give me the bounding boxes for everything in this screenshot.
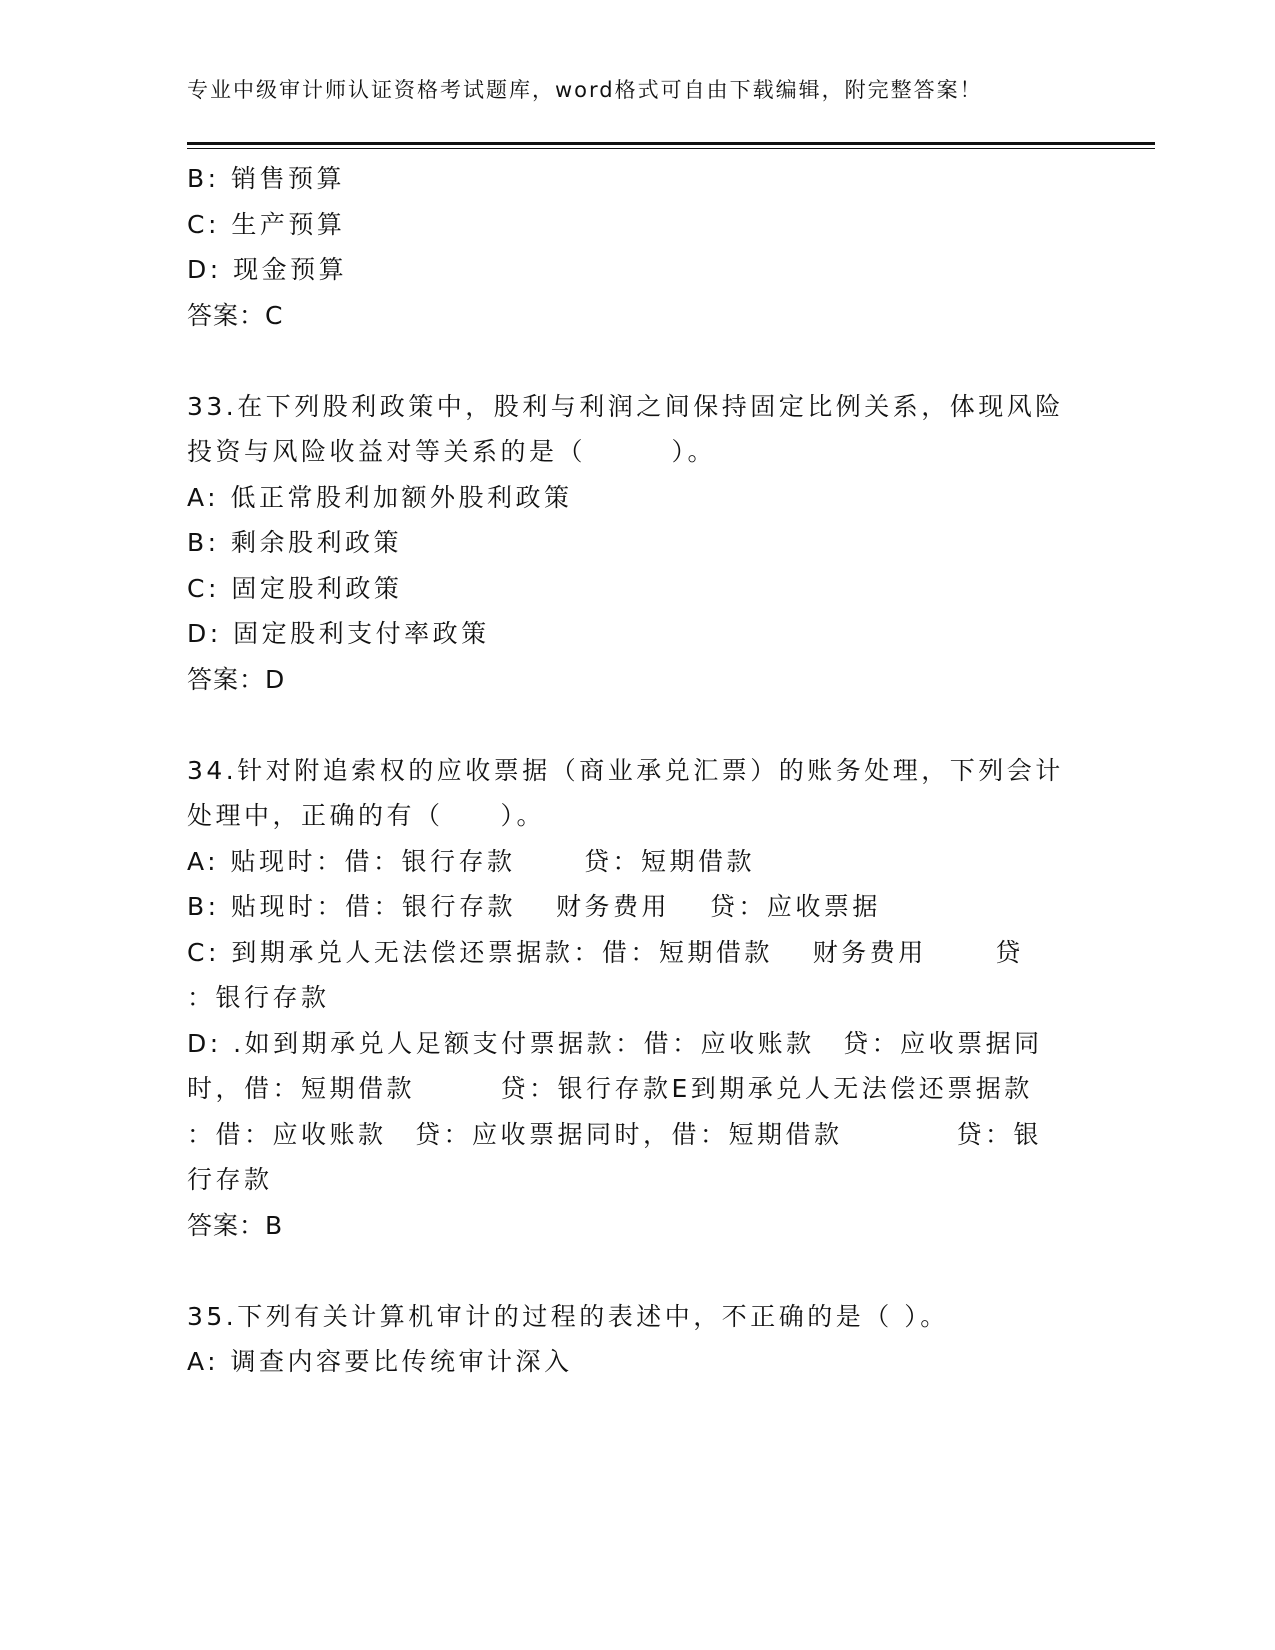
q34-option-c-cont: ：银行存款 [187, 983, 330, 1012]
q32-option-b: B: 销售预算 [187, 164, 346, 193]
q32-answer: 答案：C [187, 300, 284, 330]
page-header: 专业中级审计师认证资格考试题库，word格式可自由下载编辑，附完整答案！ [187, 78, 983, 102]
q33-option-d: D: 固定股利支付率政策 [187, 619, 490, 648]
spacer [187, 338, 1087, 384]
q35-stem-line-1: 35.下列有关计算机审计的过程的表述中，不正确的是（ ）。 [187, 1301, 949, 1331]
q33-stem-line-2: 投资与风险收益对等关系的是（ ）。 [187, 437, 717, 466]
q34-option-c: C: 到期承兑人无法偿还票据款：借：短期借款 财务费用 贷 [187, 937, 1024, 967]
q32-option-c: C: 生产预算 [187, 209, 346, 239]
question-content [187, 156, 1087, 1385]
q32-option-d: D: 现金预算 [187, 255, 348, 284]
q34-stem-line-2: 处理中，正确的有（ ）。 [187, 801, 546, 830]
q34-stem-line-1: 34.针对附追索权的应收票据（商业承兑汇票）的账务处理，下列会计 [187, 755, 1064, 785]
header-rule-thick [187, 142, 1155, 145]
q34-option-d: D: .如到期承兑人足额支付票据款：借：应收账款 贷：应收票据同 [187, 1028, 1043, 1058]
spacer [187, 1248, 1087, 1294]
q34-option-d-cont-1: 时，借：短期借款 贷：银行存款E到期承兑人无法偿还票据款 [187, 1074, 1033, 1103]
header-rule-thin [187, 148, 1155, 149]
spacer [187, 702, 1087, 748]
q35-option-a: A: 调查内容要比传统审计深入 [187, 1347, 573, 1376]
q33-option-b: B: 剩余股利政策 [187, 528, 403, 557]
q34-option-d-cont-2: ：借：应收账款 贷：应收票据同时，借：短期借款 贷：银 [187, 1119, 1043, 1149]
q34-option-a: A: 贴现时：借：银行存款 贷：短期借款 [187, 846, 755, 876]
q33-option-a: A: 低正常股利加额外股利政策 [187, 482, 573, 512]
q33-option-c: C: 固定股利政策 [187, 573, 403, 603]
q34-option-b: B: 贴现时：借：银行存款 财务费用 贷：应收票据 [187, 892, 881, 921]
q34-option-d-cont-3: 行存款 [187, 1165, 273, 1194]
q34-answer: 答案：B [187, 1210, 284, 1240]
q33-answer: 答案：D [187, 664, 286, 694]
q33-stem-line-1: 33.在下列股利政策中，股利与利润之间保持固定比例关系，体现风险 [187, 391, 1064, 421]
